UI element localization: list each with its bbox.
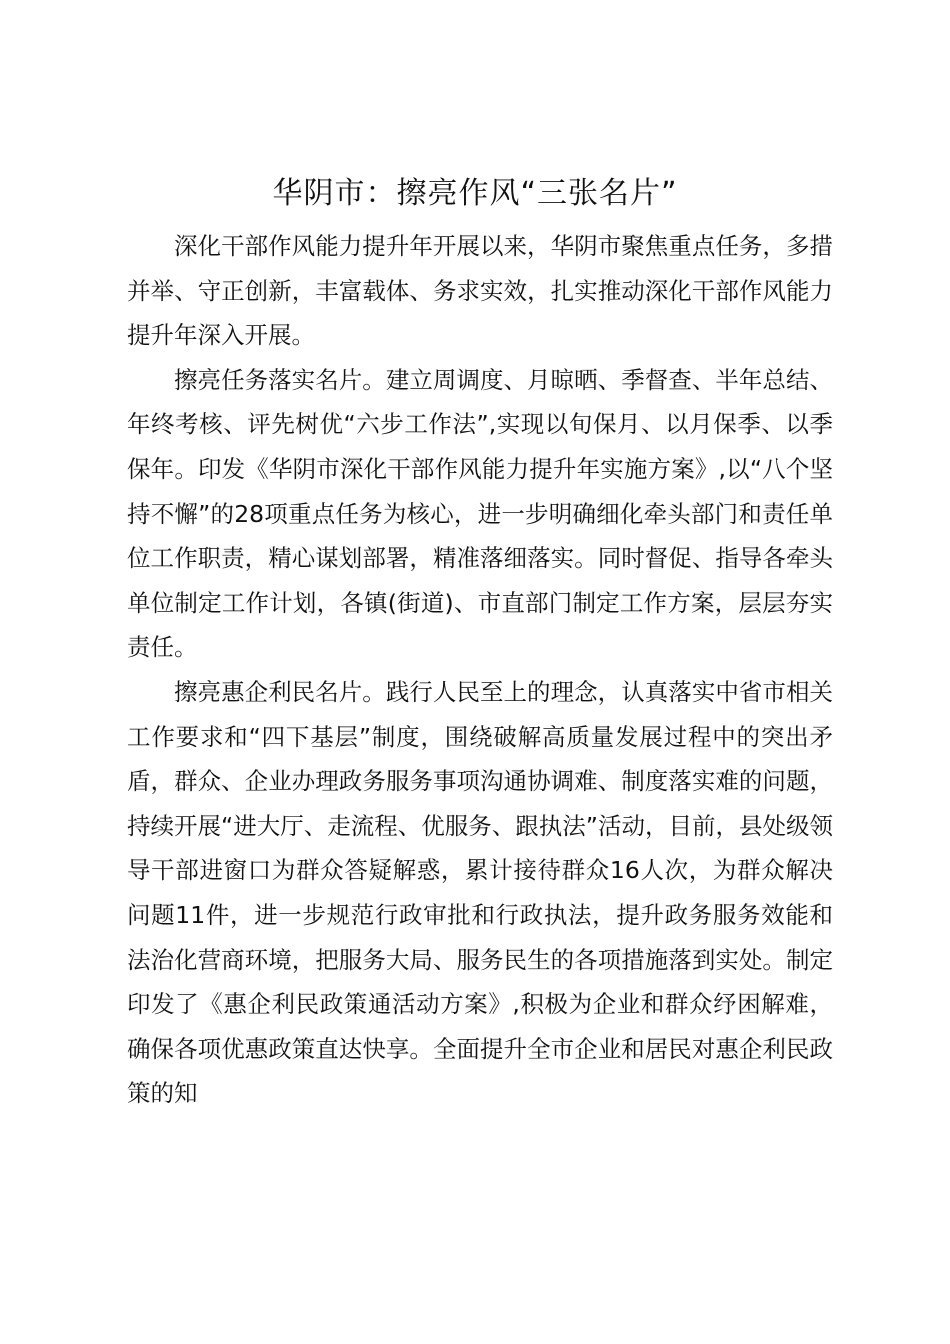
paragraph-benefit-enterprises-people: 擦亮惠企利民名片。践行人民至上的理念，认真落实中省市相关工作要求和“四下基层”制度，围绕破解高质量发展过程中的突出矛盾，群众、企业办理政务服务事项沟通协调难、制度落实难的问题，持续开展“进大厅、走流程、优服务、跟执法”活动，目前，县处级领导干部进窗口为群众答疑解惑，累计接待群众16人次，为群众解决问题11件，进一步规范行政审批和行政执法，提升政务服务效能和法治化营商环境，把服务大局、服务民生的各项措施落到实处。制定印发了《惠企利民政策通活动方案》,积极为企业和群众纾困解难，确保各项优惠政策直达快享。全面提升全市企业和居民对惠企利民政策的知 — [127, 677, 833, 1108]
paragraph-intro: 深化干部作风能力提升年开展以来，华阴市聚焦重点任务，多措并举、守正创新，丰富载体、务求实效，扎实推动深化干部作风能力提升年深入开展。 — [127, 232, 833, 350]
paragraph-task-implementation: 擦亮任务落实名片。建立周调度、月晾晒、季督查、半年总结、年终考核、评先树优“六步工作法”,实现以旬保月、以月保季、以季保年。印发《华阴市深化干部作风能力提升年实施方案》,以“八个坚持不懈”的28项重点任务为核心，进一步明确细化牵头部门和责任单位工作职责，精心谋划部署，精准落细落实。同时督促、指导各牵头单位制定工作计划，各镇(街道)、市直部门制定工作方案，层层夯实责任。 — [127, 365, 833, 662]
document-title: 华阴市：擦亮作风“三张名片” — [272, 176, 678, 211]
document-body — [127, 224, 833, 1116]
